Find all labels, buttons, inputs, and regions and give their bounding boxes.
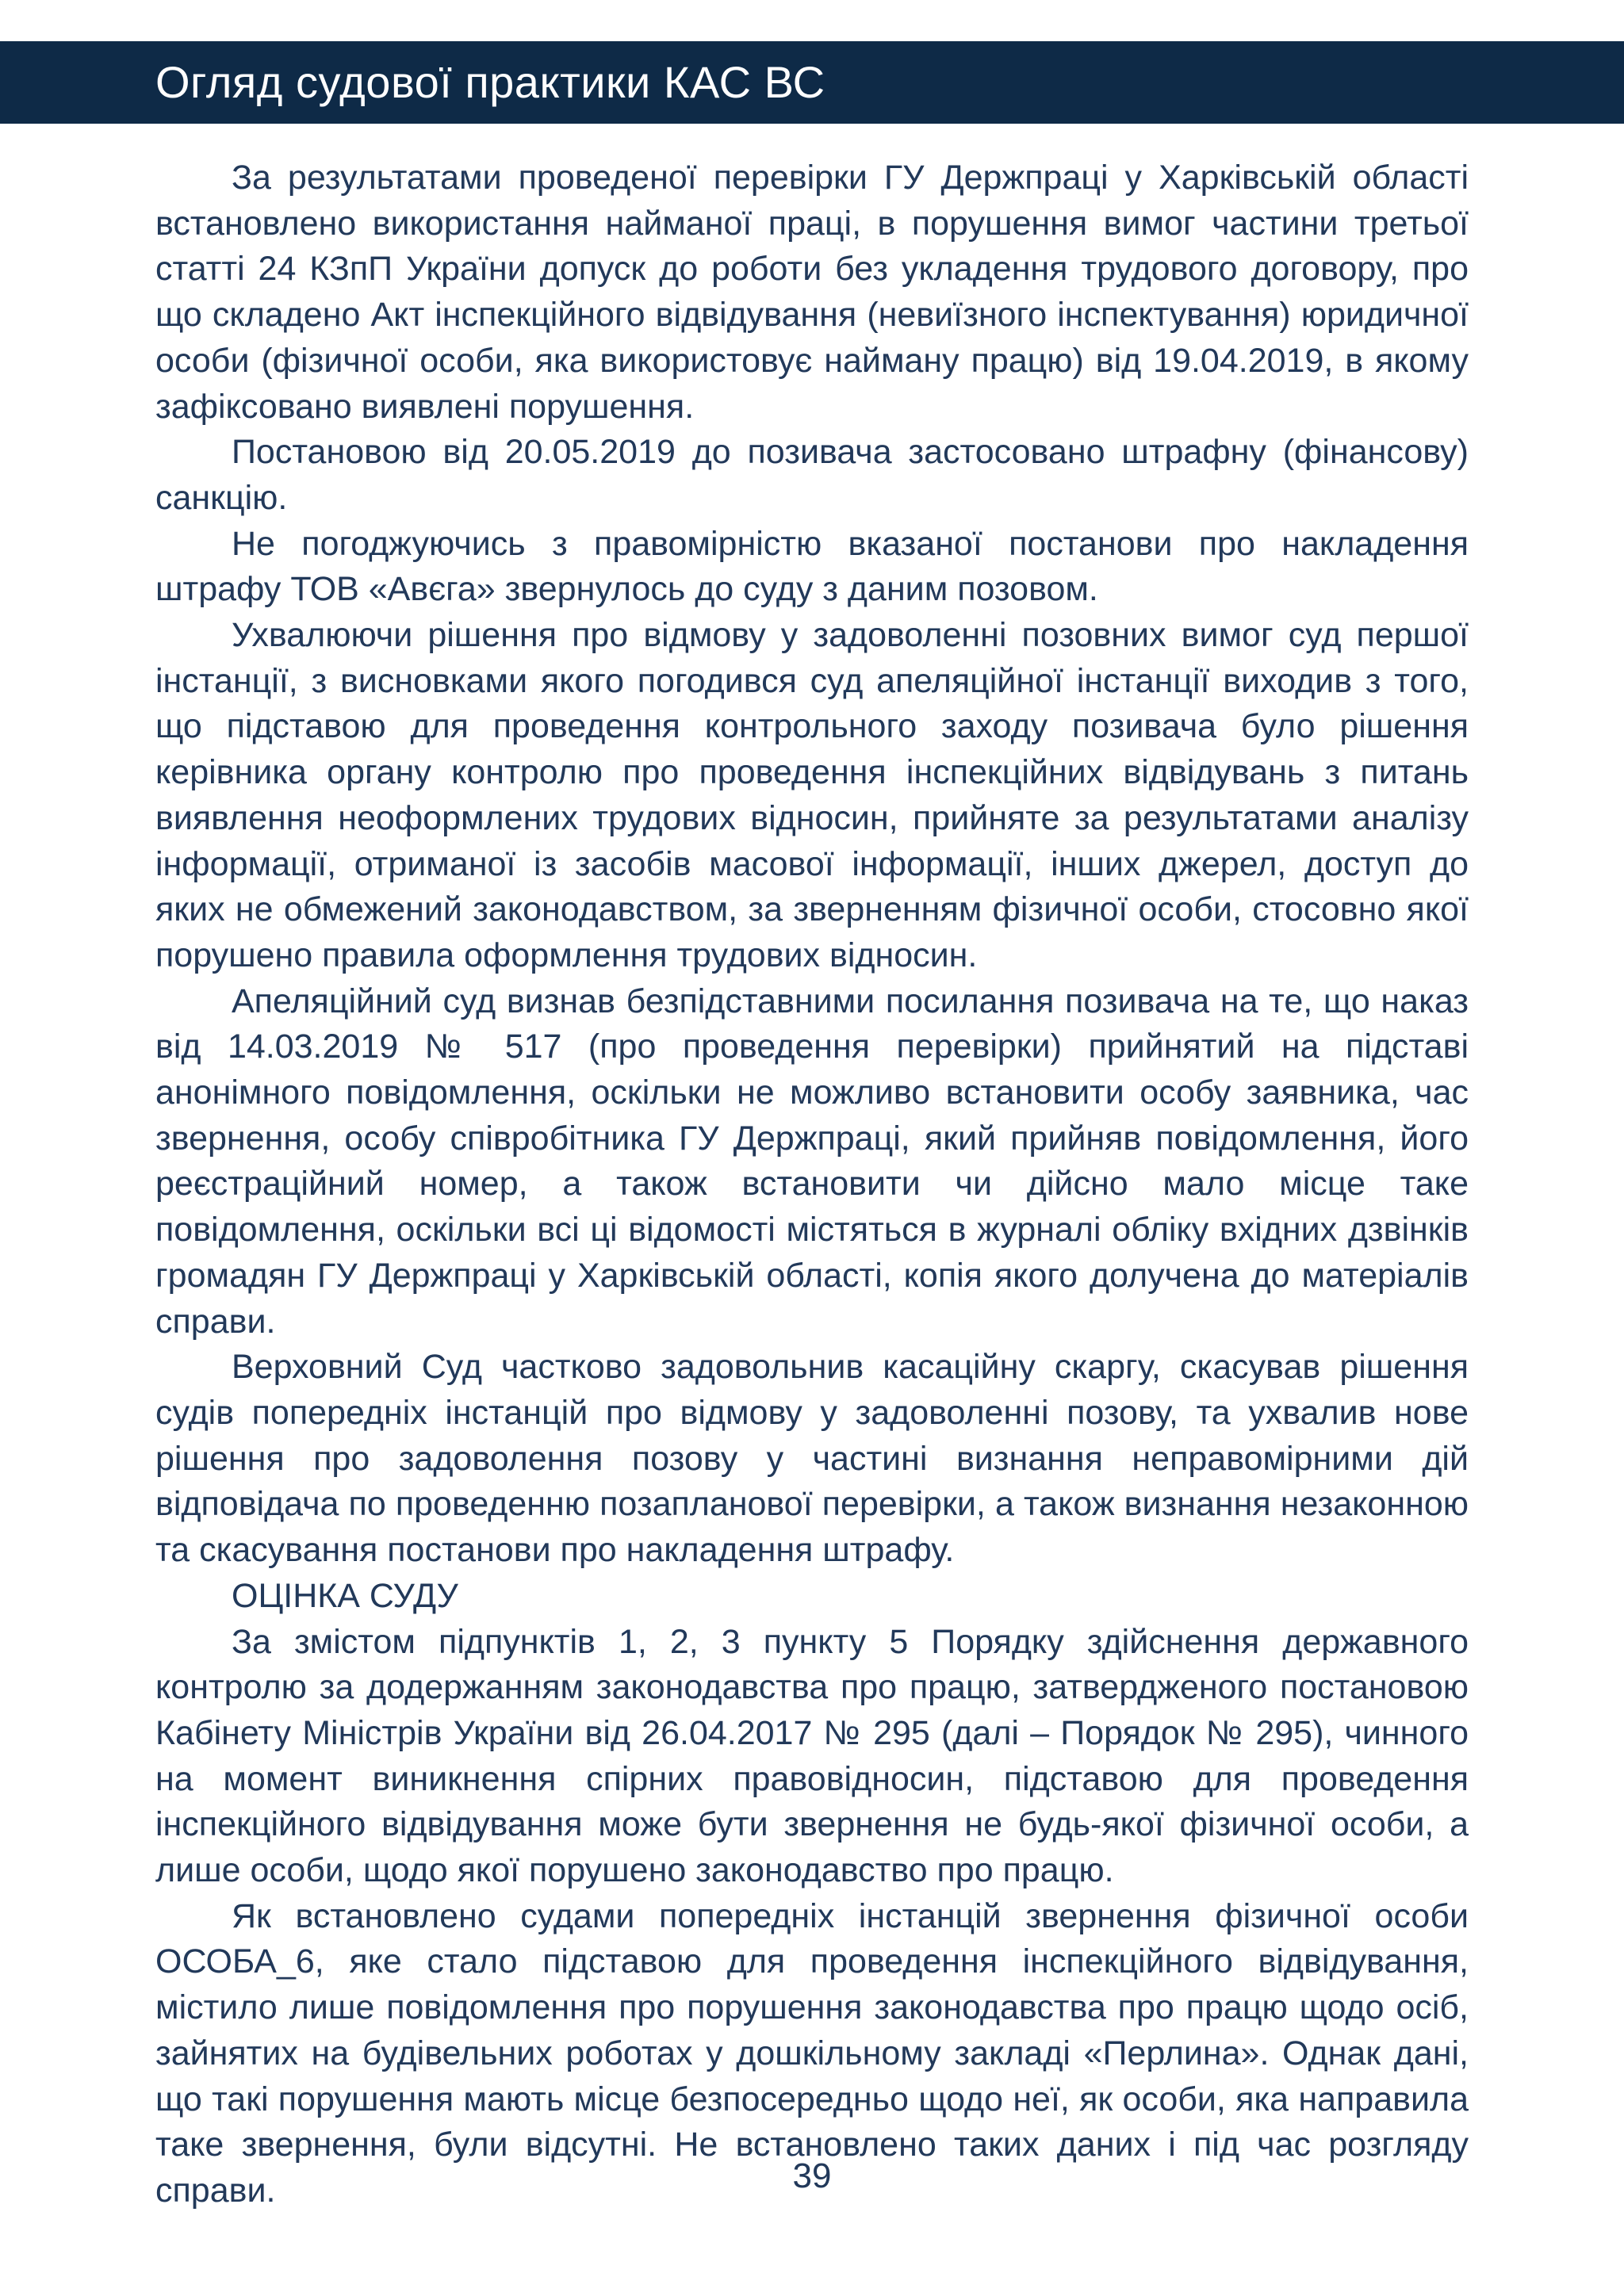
paragraph: За змістом підпунктів 1, 2, 3 пункту 5 Порядку здійснення державного контролю за додержанням законодавства про працю, затвердженого постановою Кабінету Міністрів України від 26.04.2017 № 295 (далі – Порядок № 295), чинного на момент виникнення спірних правовідносин, підставою для проведення інспекційного відвідування може бути звернення не будь-якої фізичної особи, а лише особи, щодо якої порушено законодавство про працю. xyxy=(155,1622,1469,1890)
paragraph: Не погоджуючись з правомірністю вказаної постанови про накладення штрафу ТОВ «Авєга» звернулось до суду з даним позовом. xyxy=(155,524,1469,609)
document-body xyxy=(155,155,1469,2214)
paragraph: Як встановлено судами попередніх інстанцій звернення фізичної особи ОСОБА_6, яке стало підставою для проведення інспекційного відвідування, містило лише повідомлення про порушення законодавства про працю щодо осіб, зайнятих на будівельних роботах у дошкільному закладі «Перлина». Однак дані, що такі порушення мають місце безпосередньо щодо неї, як особи, яка направила таке звернення, були відсутні. Не встановлено таких даних і під час розгляду справи. xyxy=(155,1896,1469,2210)
paragraph: Верховний Суд частково задовольнив касаційну скаргу, скасував рішення судів попередніх інстанцій про відмову у задоволенні позову, та ухвалив нове рішення про задоволення позову у частині визнання неправомірними дій відповідача по проведенню позапланової перевірки, а також визнання незаконною та скасування постанови про накладення штрафу. xyxy=(155,1348,1469,1570)
paragraph: Ухвалюючи рішення про відмову у задоволенні позовних вимог суд першої інстанції, з висновками якого погодився суд апеляційної інстанції виходив з того, що підставою для проведення контрольного заходу позивача було рішення керівника органу контролю про проведення інспекційних відвідувань з питань виявлення неоформлених трудових відносин, прийняте за результатами аналізу інформації, отриманої із засобів масової інформації, інших джерел, доступ до яких не обмежений законодавством, за зверненням фізичної особи, стосовно якої порушено правила оформлення трудових відносин. xyxy=(155,616,1469,974)
page-header-title: Огляд судової практики КАС ВС xyxy=(155,57,825,107)
header-bar xyxy=(0,41,1624,124)
paragraph: Апеляційний суд визнав безпідставними посилання позивача на те, що наказ від 14.03.2019 № 517 (про проведення перевірки) прийнятий на підставі анонімного повідомлення, оскільки не можливо встановити особу заявника, час звернення, особу співробітника ГУ Держпраці, який прийняв повідомлення, його реєстраційний номер, а також встановити чи дійсно мало місце таке повідомлення, оскільки всі ці відомості містяться в журналі обліку вхідних дзвінків громадян ГУ Держпраці у Харківській області, копія якого долучена до матеріалів справи. xyxy=(155,982,1469,1341)
page-number: 39 xyxy=(792,2156,832,2195)
paragraph: Постановою від 20.05.2019 до позивача застосовано штрафну (фінансову) санкцію. xyxy=(155,433,1469,517)
section-heading: ОЦІНКА СУДУ xyxy=(232,1576,458,1615)
paragraph: За результатами проведеної перевірки ГУ Держпраці у Харківській області встановлено використання найманої праці, в порушення вимог частини третьої статті 24 КЗпП України допуск до роботи без укладення трудового договору, про що складено Акт інспекційного відвідування (невиїзного інспектування) юридичної особи (фізичної особи, яка використовує найману працю) від 19.04.2019, в якому зафіксовано виявлені порушення. xyxy=(155,159,1469,426)
